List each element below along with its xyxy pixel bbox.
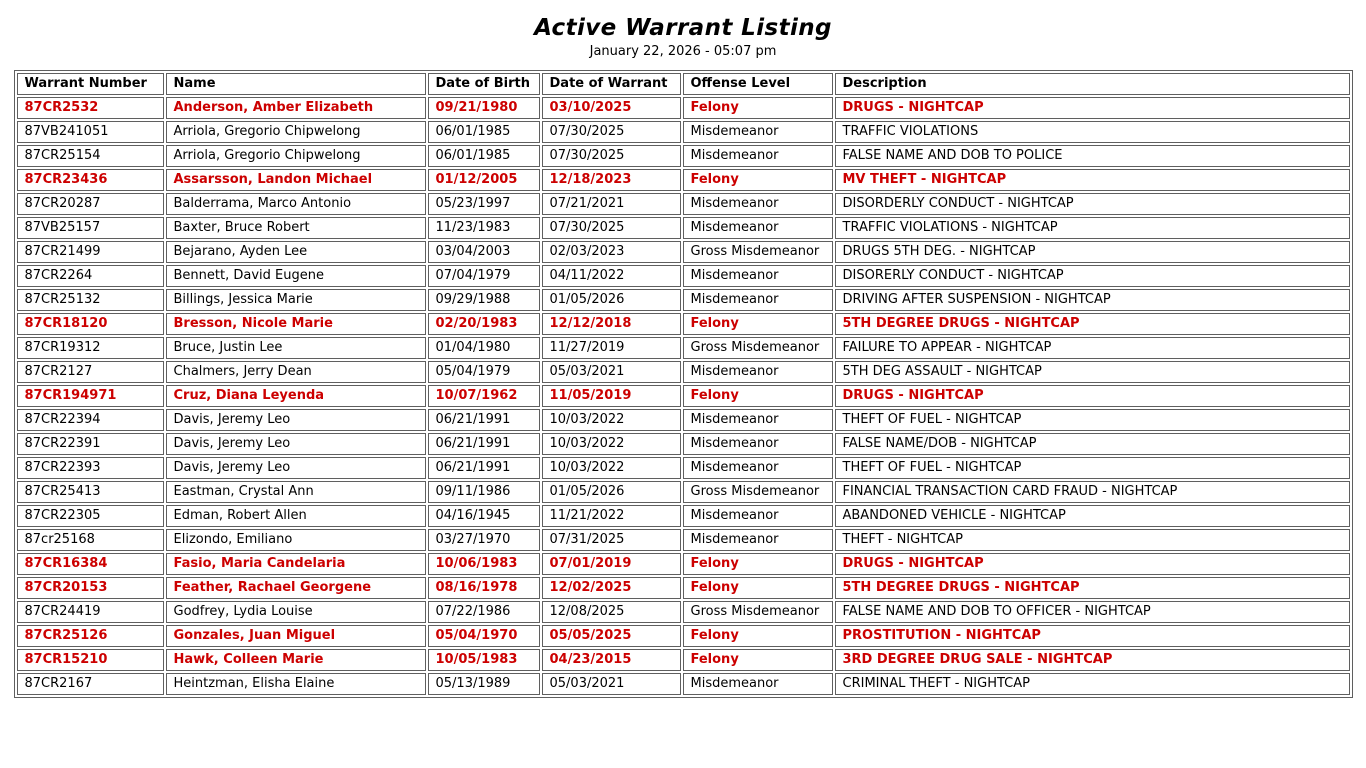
description-cell: FALSE NAME AND DOB TO POLICE: [835, 145, 1350, 167]
offense-level-cell: Felony: [683, 577, 833, 599]
description-cell: DISORERLY CONDUCT - NIGHTCAP: [835, 265, 1350, 287]
warrant-date-cell: 05/03/2021: [542, 361, 681, 383]
name-cell: Eastman, Crystal Ann: [166, 481, 426, 503]
name-cell: Hawk, Colleen Marie: [166, 649, 426, 671]
table-row: [17, 313, 1350, 335]
offense-level-cell: Gross Misdemeanor: [683, 481, 833, 503]
warrant-date-cell: 07/30/2025: [542, 217, 681, 239]
dob-cell: 10/07/1962: [428, 385, 540, 407]
offense-level-cell: Misdemeanor: [683, 217, 833, 239]
name-cell: Anderson, Amber Elizabeth: [166, 97, 426, 119]
header-row: [17, 73, 1350, 95]
offense-level-cell: Felony: [683, 625, 833, 647]
column-header-warrant-number: Warrant Number: [17, 73, 164, 95]
table-row: [17, 553, 1350, 575]
table-row: [17, 241, 1350, 263]
table-row: [17, 385, 1350, 407]
warrant-number-cell: 87VB241051: [17, 121, 164, 143]
dob-cell: 06/21/1991: [428, 433, 540, 455]
dob-cell: 06/01/1985: [428, 145, 540, 167]
table-row: [17, 529, 1350, 551]
dob-cell: 03/27/1970: [428, 529, 540, 551]
column-header-date-of-warrant: Date of Warrant: [542, 73, 681, 95]
warrant-number-cell: 87CR22394: [17, 409, 164, 431]
warrant-number-cell: 87CR24419: [17, 601, 164, 623]
warrant-date-cell: 07/01/2019: [542, 553, 681, 575]
description-cell: DRIVING AFTER SUSPENSION - NIGHTCAP: [835, 289, 1350, 311]
dob-cell: 05/04/1979: [428, 361, 540, 383]
name-cell: Heintzman, Elisha Elaine: [166, 673, 426, 695]
table-row: [17, 265, 1350, 287]
dob-cell: 11/23/1983: [428, 217, 540, 239]
offense-level-cell: Felony: [683, 97, 833, 119]
dob-cell: 10/05/1983: [428, 649, 540, 671]
description-cell: FALSE NAME/DOB - NIGHTCAP: [835, 433, 1350, 455]
description-cell: MV THEFT - NIGHTCAP: [835, 169, 1350, 191]
offense-level-cell: Felony: [683, 313, 833, 335]
offense-level-cell: Misdemeanor: [683, 529, 833, 551]
name-cell: Fasio, Maria Candelaria: [166, 553, 426, 575]
warrant-date-cell: 12/18/2023: [542, 169, 681, 191]
name-cell: Davis, Jeremy Leo: [166, 433, 426, 455]
page-title: Active Warrant Listing: [534, 15, 832, 41]
warrant-number-cell: 87CR16384: [17, 553, 164, 575]
name-cell: Davis, Jeremy Leo: [166, 409, 426, 431]
description-cell: THEFT OF FUEL - NIGHTCAP: [835, 409, 1350, 431]
dob-cell: 05/13/1989: [428, 673, 540, 695]
offense-level-cell: Misdemeanor: [683, 673, 833, 695]
description-cell: DRUGS 5TH DEG. - NIGHTCAP: [835, 241, 1350, 263]
warrant-number-cell: 87CR23436: [17, 169, 164, 191]
table-row: [17, 169, 1350, 191]
warrant-number-cell: 87CR2532: [17, 97, 164, 119]
name-cell: Baxter, Bruce Robert: [166, 217, 426, 239]
dob-cell: 02/20/1983: [428, 313, 540, 335]
table-row: [17, 361, 1350, 383]
dob-cell: 07/04/1979: [428, 265, 540, 287]
dob-cell: 01/04/1980: [428, 337, 540, 359]
warrant-date-cell: 05/03/2021: [542, 673, 681, 695]
warrant-number-cell: 87CR20153: [17, 577, 164, 599]
dob-cell: 06/21/1991: [428, 409, 540, 431]
description-cell: ABANDONED VEHICLE - NIGHTCAP: [835, 505, 1350, 527]
description-cell: DRUGS - NIGHTCAP: [835, 553, 1350, 575]
name-cell: Bruce, Justin Lee: [166, 337, 426, 359]
description-cell: 5TH DEGREE DRUGS - NIGHTCAP: [835, 313, 1350, 335]
warrant-number-cell: 87cr25168: [17, 529, 164, 551]
offense-level-cell: Misdemeanor: [683, 145, 833, 167]
dob-cell: 03/04/2003: [428, 241, 540, 263]
table-row: [17, 97, 1350, 119]
description-cell: THEFT - NIGHTCAP: [835, 529, 1350, 551]
offense-level-cell: Misdemeanor: [683, 433, 833, 455]
name-cell: Elizondo, Emiliano: [166, 529, 426, 551]
description-cell: PROSTITUTION - NIGHTCAP: [835, 625, 1350, 647]
table-row: [17, 289, 1350, 311]
description-cell: FAILURE TO APPEAR - NIGHTCAP: [835, 337, 1350, 359]
table-row: [17, 337, 1350, 359]
warrant-number-cell: 87CR25126: [17, 625, 164, 647]
warrant-number-cell: 87CR22391: [17, 433, 164, 455]
warrant-number-cell: 87CR15210: [17, 649, 164, 671]
table-row: [17, 601, 1350, 623]
dob-cell: 01/12/2005: [428, 169, 540, 191]
warrant-date-cell: 10/03/2022: [542, 409, 681, 431]
dob-cell: 10/06/1983: [428, 553, 540, 575]
table-row: [17, 433, 1350, 455]
offense-level-cell: Misdemeanor: [683, 409, 833, 431]
warrant-number-cell: 87CR25413: [17, 481, 164, 503]
description-cell: 5TH DEG ASSAULT - NIGHTCAP: [835, 361, 1350, 383]
offense-level-cell: Felony: [683, 553, 833, 575]
warrant-number-cell: 87CR20287: [17, 193, 164, 215]
warrant-number-cell: 87CR21499: [17, 241, 164, 263]
name-cell: Edman, Robert Allen: [166, 505, 426, 527]
name-cell: Balderrama, Marco Antonio: [166, 193, 426, 215]
warrant-date-cell: 12/12/2018: [542, 313, 681, 335]
offense-level-cell: Misdemeanor: [683, 361, 833, 383]
column-header-name: Name: [166, 73, 426, 95]
offense-level-cell: Gross Misdemeanor: [683, 601, 833, 623]
table-row: [17, 457, 1350, 479]
description-cell: 3RD DEGREE DRUG SALE - NIGHTCAP: [835, 649, 1350, 671]
warrant-date-cell: 03/10/2025: [542, 97, 681, 119]
warrant-date-cell: 05/05/2025: [542, 625, 681, 647]
offense-level-cell: Misdemeanor: [683, 193, 833, 215]
warrant-date-cell: 10/03/2022: [542, 457, 681, 479]
warrant-date-cell: 01/05/2026: [542, 289, 681, 311]
warrant-date-cell: 04/11/2022: [542, 265, 681, 287]
name-cell: Arriola, Gregorio Chipwelong: [166, 145, 426, 167]
description-cell: FINANCIAL TRANSACTION CARD FRAUD - NIGHTCAP: [835, 481, 1350, 503]
offense-level-cell: Felony: [683, 649, 833, 671]
dob-cell: 06/01/1985: [428, 121, 540, 143]
table-row: [17, 481, 1350, 503]
name-cell: Assarsson, Landon Michael: [166, 169, 426, 191]
warrant-date-cell: 07/30/2025: [542, 121, 681, 143]
dob-cell: 04/16/1945: [428, 505, 540, 527]
warrant-date-cell: 12/02/2025: [542, 577, 681, 599]
warrant-date-cell: 12/08/2025: [542, 601, 681, 623]
dob-cell: 09/11/1986: [428, 481, 540, 503]
warrant-number-cell: 87CR19312: [17, 337, 164, 359]
table-row: [17, 145, 1350, 167]
table-row: [17, 121, 1350, 143]
name-cell: Billings, Jessica Marie: [166, 289, 426, 311]
description-cell: TRAFFIC VIOLATIONS: [835, 121, 1350, 143]
warrant-number-cell: 87CR2127: [17, 361, 164, 383]
table-row: [17, 217, 1350, 239]
warrant-date-cell: 11/21/2022: [542, 505, 681, 527]
offense-level-cell: Misdemeanor: [683, 457, 833, 479]
description-cell: TRAFFIC VIOLATIONS - NIGHTCAP: [835, 217, 1350, 239]
warrant-number-cell: 87CR2167: [17, 673, 164, 695]
column-header-offense-level: Offense Level: [683, 73, 833, 95]
table-row: [17, 505, 1350, 527]
offense-level-cell: Gross Misdemeanor: [683, 337, 833, 359]
offense-level-cell: Misdemeanor: [683, 265, 833, 287]
name-cell: Chalmers, Jerry Dean: [166, 361, 426, 383]
name-cell: Feather, Rachael Georgene: [166, 577, 426, 599]
warrant-table: [14, 70, 1353, 698]
offense-level-cell: Felony: [683, 169, 833, 191]
warrant-date-cell: 11/27/2019: [542, 337, 681, 359]
offense-level-cell: Misdemeanor: [683, 505, 833, 527]
table-row: [17, 193, 1350, 215]
column-header-date-of-birth: Date of Birth: [428, 73, 540, 95]
table-row: [17, 649, 1350, 671]
warrant-number-cell: 87VB25157: [17, 217, 164, 239]
description-cell: DISORDERLY CONDUCT - NIGHTCAP: [835, 193, 1350, 215]
table-row: [17, 577, 1350, 599]
dob-cell: 05/23/1997: [428, 193, 540, 215]
name-cell: Davis, Jeremy Leo: [166, 457, 426, 479]
offense-level-cell: Gross Misdemeanor: [683, 241, 833, 263]
offense-level-cell: Felony: [683, 385, 833, 407]
dob-cell: 09/21/1980: [428, 97, 540, 119]
dob-cell: 06/21/1991: [428, 457, 540, 479]
description-cell: CRIMINAL THEFT - NIGHTCAP: [835, 673, 1350, 695]
description-cell: 5TH DEGREE DRUGS - NIGHTCAP: [835, 577, 1350, 599]
column-header-description: Description: [835, 73, 1350, 95]
warrant-number-cell: 87CR18120: [17, 313, 164, 335]
warrant-number-cell: 87CR2264: [17, 265, 164, 287]
name-cell: Bresson, Nicole Marie: [166, 313, 426, 335]
warrant-date-cell: 07/30/2025: [542, 145, 681, 167]
warrant-number-cell: 87CR22393: [17, 457, 164, 479]
name-cell: Bejarano, Ayden Lee: [166, 241, 426, 263]
warrant-date-cell: 07/31/2025: [542, 529, 681, 551]
name-cell: Bennett, David Eugene: [166, 265, 426, 287]
warrant-date-cell: 10/03/2022: [542, 433, 681, 455]
warrant-date-cell: 04/23/2015: [542, 649, 681, 671]
dob-cell: 07/22/1986: [428, 601, 540, 623]
dob-cell: 08/16/1978: [428, 577, 540, 599]
warrant-number-cell: 87CR25132: [17, 289, 164, 311]
table-row: [17, 673, 1350, 695]
warrant-date-cell: 07/21/2021: [542, 193, 681, 215]
table-row: [17, 625, 1350, 647]
offense-level-cell: Misdemeanor: [683, 121, 833, 143]
name-cell: Godfrey, Lydia Louise: [166, 601, 426, 623]
dob-cell: 05/04/1970: [428, 625, 540, 647]
warrant-number-cell: 87CR22305: [17, 505, 164, 527]
warrant-date-cell: 11/05/2019: [542, 385, 681, 407]
warrant-date-cell: 01/05/2026: [542, 481, 681, 503]
warrant-date-cell: 02/03/2023: [542, 241, 681, 263]
offense-level-cell: Misdemeanor: [683, 289, 833, 311]
report-timestamp: January 22, 2026 - 05:07 pm: [589, 44, 777, 59]
description-cell: DRUGS - NIGHTCAP: [835, 97, 1350, 119]
name-cell: Gonzales, Juan Miguel: [166, 625, 426, 647]
description-cell: DRUGS - NIGHTCAP: [835, 385, 1350, 407]
name-cell: Cruz, Diana Leyenda: [166, 385, 426, 407]
dob-cell: 09/29/1988: [428, 289, 540, 311]
table-row: [17, 409, 1350, 431]
warrant-number-cell: 87CR25154: [17, 145, 164, 167]
warrant-number-cell: 87CR194971: [17, 385, 164, 407]
description-cell: FALSE NAME AND DOB TO OFFICER - NIGHTCAP: [835, 601, 1350, 623]
description-cell: THEFT OF FUEL - NIGHTCAP: [835, 457, 1350, 479]
name-cell: Arriola, Gregorio Chipwelong: [166, 121, 426, 143]
